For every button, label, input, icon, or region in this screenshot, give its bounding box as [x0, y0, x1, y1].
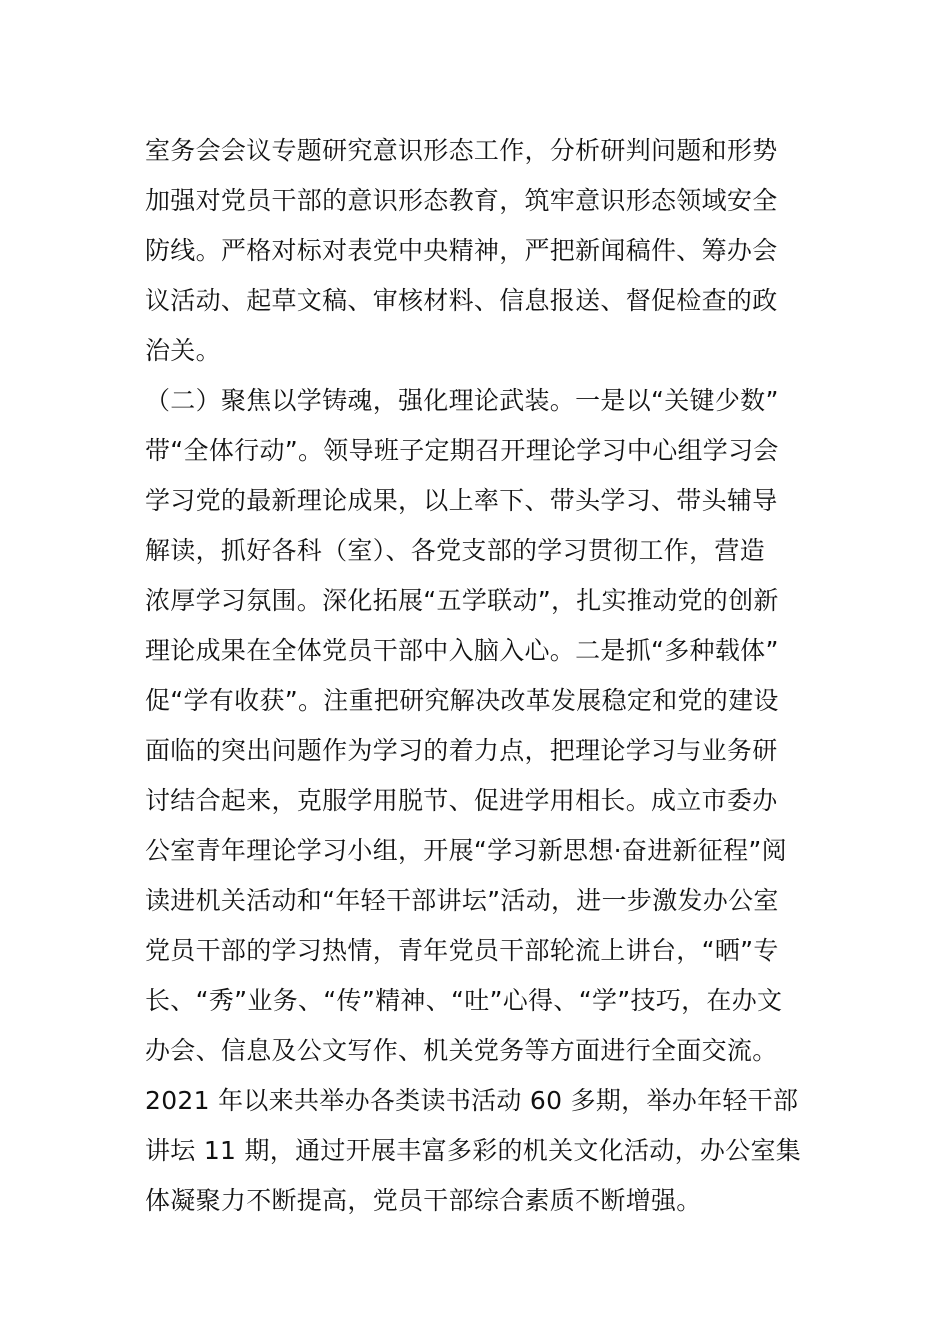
text-line: 议活动、起草文稿、审核材料、信息报送、督促检查的政 — [145, 286, 778, 315]
text-line: 加强对党员干部的意识形态教育，筑牢意识形态领域安全 — [145, 186, 778, 215]
text-line: 2021 年以来共举办各类读书活动 60 多期，举办年轻干部 — [145, 1086, 799, 1115]
text-line: 党员干部的学习热情，青年党员干部轮流上讲台，“晒”专 — [145, 936, 779, 965]
section-heading-line: （二）聚焦以学铸魂，强化理论武装。一是以“关键少数” — [145, 386, 779, 415]
text-line: 体凝聚力不断提高，党员干部综合素质不断增强。 — [145, 1186, 702, 1215]
text-line: 公室青年理论学习小组，开展“学习新思想·奋进新征程”阅 — [145, 836, 787, 865]
text-line: 面临的突出问题作为学习的着力点，把理论学习与业务研 — [145, 736, 778, 765]
text-line: 促“学有收获”。注重把研究解决改革发展稳定和党的建设 — [145, 686, 779, 715]
text-line: 室务会会议专题研究意识形态工作，分析研判问题和形势 — [145, 136, 778, 165]
text-line: 讨结合起来，克服学用脱节、促进学用相长。成立市委办 — [145, 786, 778, 815]
text-line: 浓厚学习氛围。深化拓展“五学联动”，扎实推动党的创新 — [145, 586, 779, 615]
text-line: 办会、信息及公文写作、机关党务等方面进行全面交流。 — [145, 1036, 778, 1065]
text-line: 讲坛 11 期，通过开展丰富多彩的机关文化活动，办公室集 — [145, 1136, 802, 1165]
text-line: 读进机关活动和“年轻干部讲坛”活动，进一步激发办公室 — [145, 886, 779, 915]
body-text — [145, 126, 825, 1226]
text-line: 带“全体行动”。领导班子定期召开理论学习中心组学习会 — [145, 436, 779, 465]
text-line: 长、“秀”业务、“传”精神、“吐”心得、“学”技巧，在办文 — [145, 986, 783, 1015]
text-line: 治关。 — [145, 336, 221, 365]
text-line: 防线。严格对标对表党中央精神，严把新闻稿件、筹办会 — [145, 236, 778, 265]
text-line: 解读，抓好各科（室）、各党支部的学习贯彻工作，营造 — [145, 536, 766, 565]
text-line: 学习党的最新理论成果，以上率下、带头学习、带头辅导 — [145, 486, 778, 515]
text-line: 理论成果在全体党员干部中入脑入心。二是抓“多种载体” — [145, 636, 779, 665]
